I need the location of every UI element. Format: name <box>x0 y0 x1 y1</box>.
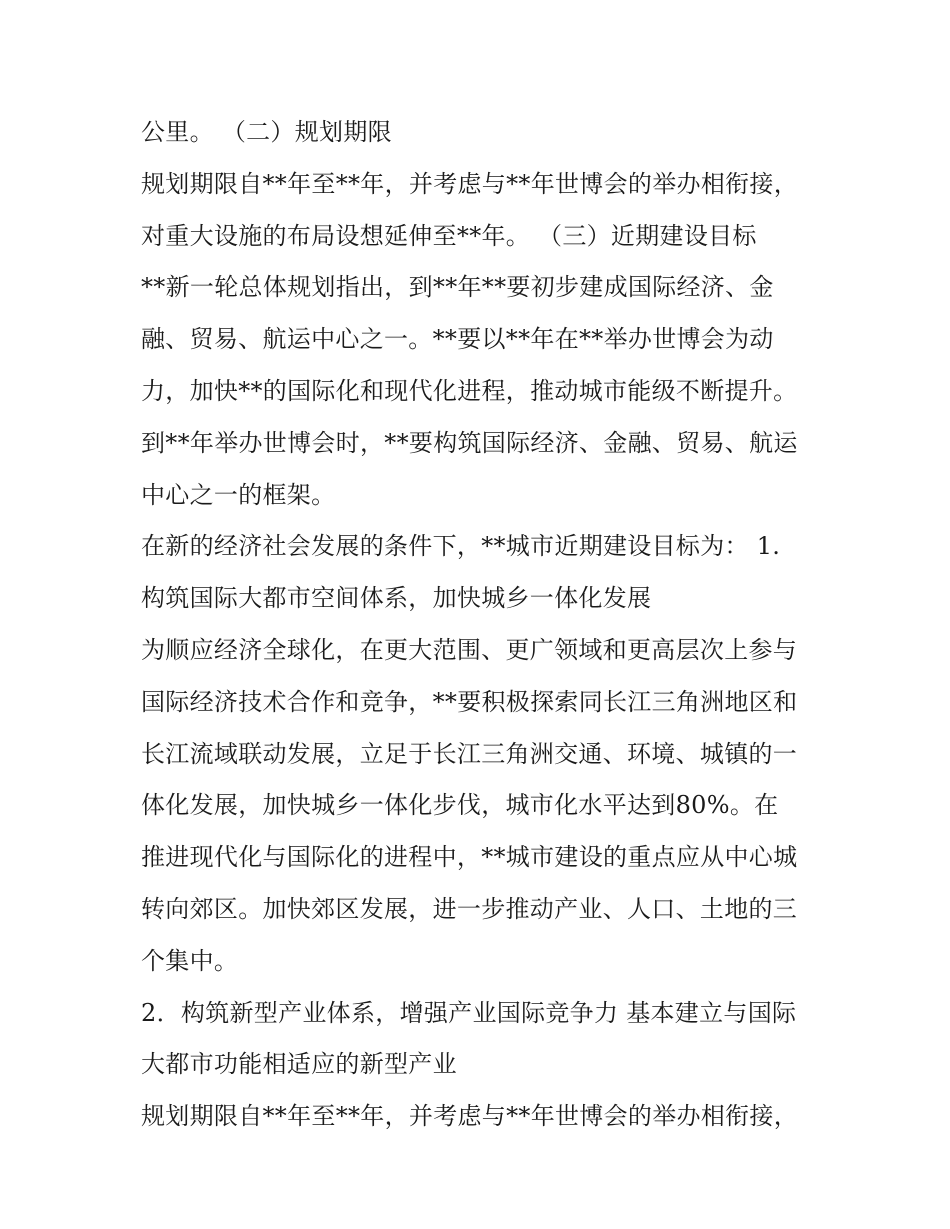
text-line: 推进现代化与国际化的进程中，**城市建设的重点应从中心城 <box>141 843 798 872</box>
text-line: 对重大设施的布局设想延伸至**年。 （三）近期建设目标 <box>141 221 757 250</box>
text-line: 为顺应经济全球化，在更大范围、更广领域和更高层次上参与 <box>141 635 798 664</box>
text-line: 中心之一的框架。 <box>141 480 336 509</box>
text-line: 融、贸易、航运中心之一。**要以**年在**举办世博会为动 <box>141 325 774 354</box>
text-line: 转向郊区。加快郊区发展，进一步推动产业、人口、土地的三 <box>141 894 798 923</box>
text-line: 2．构筑新型产业体系，增强产业国际竞争力 基本建立与国际 <box>141 998 797 1027</box>
text-line: 在新的经济社会发展的条件下，**城市近期建设目标为： 1. <box>141 532 781 561</box>
text-line: **新一轮总体规划指出，到**年**要初步建成国际经济、金 <box>141 273 774 302</box>
text-line: 体化发展，加快城乡一体化步伐，城市化水平达到80%。在 <box>141 791 779 820</box>
text-line: 大都市功能相适应的新型产业 <box>141 1050 457 1079</box>
text-line: 规划期限自**年至**年，并考虑与**年世博会的举办相衔接， <box>141 169 798 198</box>
text-line: 公里。 （二）规划期限 <box>141 118 392 146</box>
text-line: 力，加快**的国际化和现代化进程，推动城市能级不断提升。 <box>141 376 798 405</box>
text-line: 个集中。 <box>141 946 239 975</box>
text-line: 国际经济技术合作和竞争，**要积极探索同长江三角洲地区和 <box>141 687 798 716</box>
body-text <box>141 107 821 1143</box>
text-line: 构筑国际大都市空间体系，加快城乡一体化发展 <box>141 584 652 613</box>
text-line: 到**年举办世博会时，**要构筑国际经济、金融、贸易、航运 <box>141 428 798 457</box>
text-line: 长江流域联动发展，立足于长江三角洲交通、环境、城镇的一 <box>141 739 798 768</box>
text-line: 规划期限自**年至**年，并考虑与**年世博会的举办相衔接， <box>141 1102 798 1131</box>
